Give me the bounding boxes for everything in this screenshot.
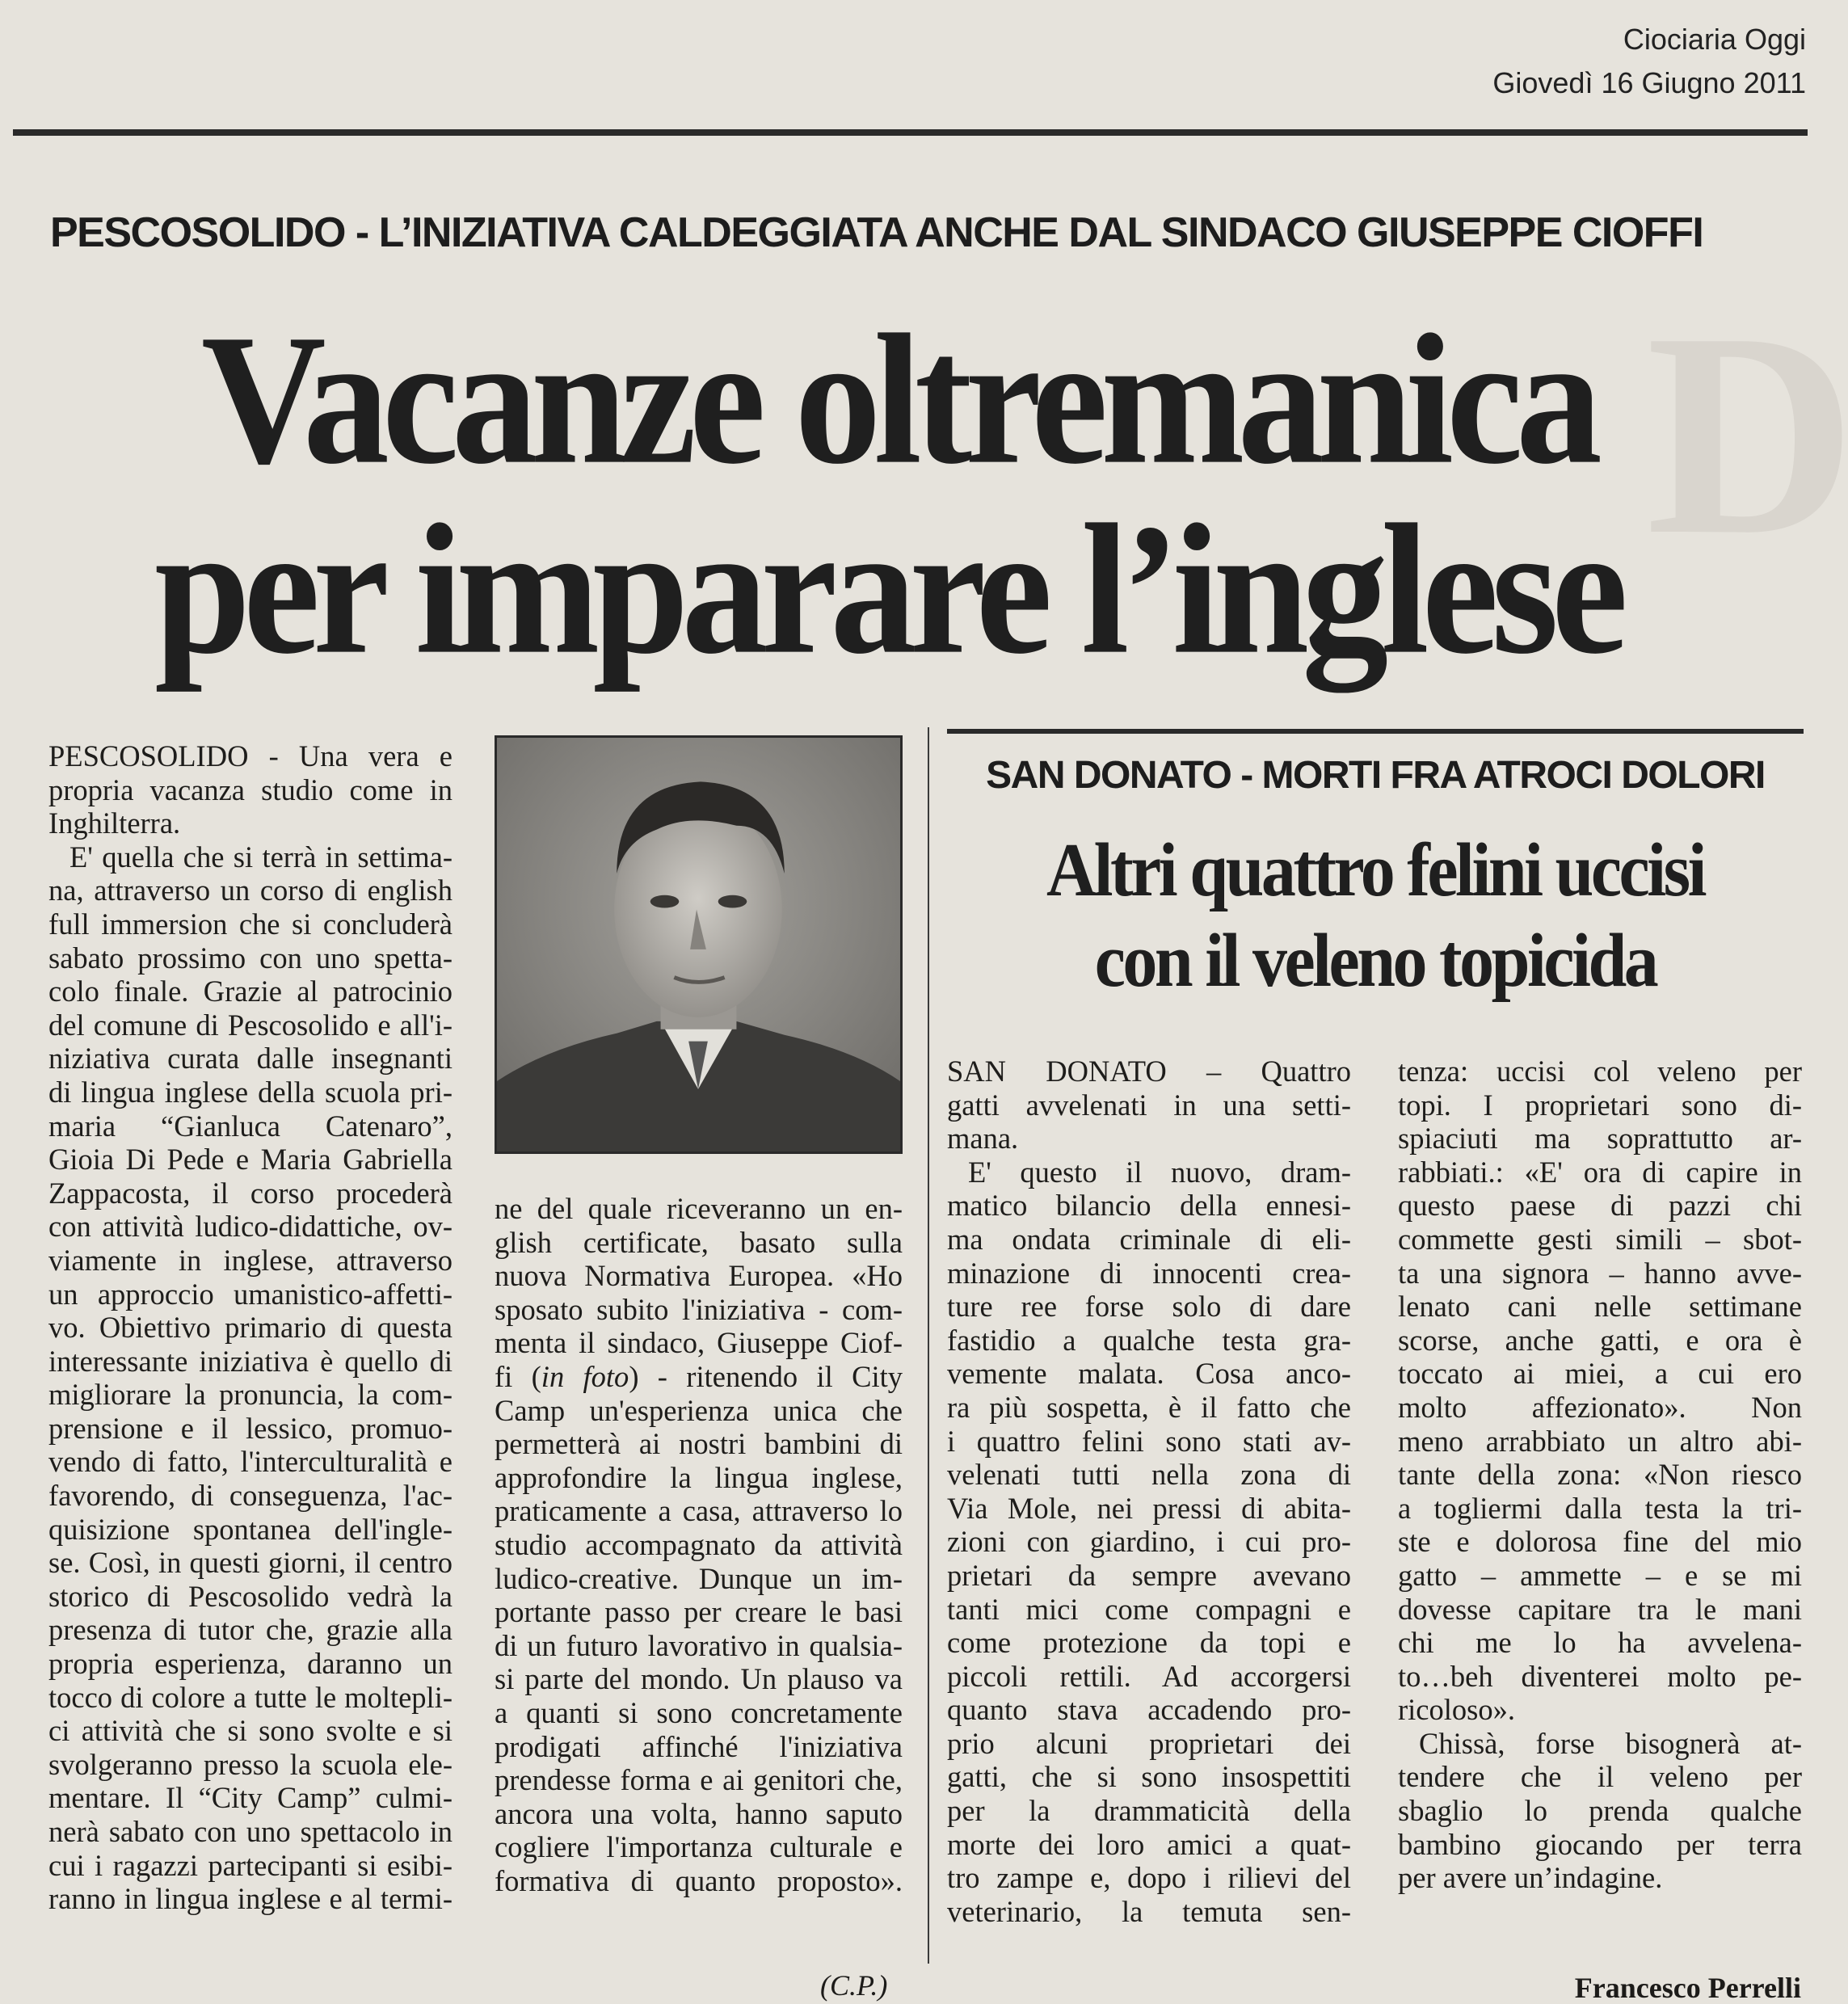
text-line: toccato ai miei, a cui ero (1398, 1357, 1802, 1391)
text-line: fi (in foto) - ritenendo il City (495, 1359, 903, 1393)
text-line: ne del quale riceveranno un en- (495, 1192, 903, 1225)
text-line: ste e dolorosa fine del mio (1398, 1525, 1802, 1559)
text-line: glish certificate, basato sulla (495, 1225, 903, 1259)
text-line: cui i ragazzi partecipanti si esibi- (48, 1848, 453, 1882)
text-line: un approccio umanistico-affetti- (48, 1277, 453, 1311)
text-line: prensione e il lessico, promuo- (48, 1411, 453, 1445)
text-line: Zappacosta, il corso procederà (48, 1176, 453, 1210)
text-line: mentare. Il “City Camp” culmi- (48, 1781, 453, 1815)
text-line: spiaciuti ma soprattutto ar- (1398, 1122, 1802, 1156)
text-line: approfondire la lingua inglese, (495, 1460, 903, 1494)
text-line: per avere un’indagine. (1398, 1861, 1663, 1895)
text-line: Camp un'esperienza unica che (495, 1393, 903, 1427)
text-line: propria vacanza studio come in (48, 773, 453, 806)
text-fragment: ) - ritenendo il City (629, 1359, 903, 1393)
text-line: come protezione da topi e (947, 1626, 1351, 1660)
text-line: di un futuro lavorativo in qualsia- (495, 1628, 903, 1662)
text-line: SAN DONATO – Quattro (947, 1055, 1351, 1088)
article2-byline: Francesco Perrelli (1574, 1972, 1801, 2004)
text-line: svolgeranno presso la scuola ele- (48, 1747, 453, 1781)
masthead (1492, 18, 1806, 105)
text-line: chi me lo ha avvelena- (1398, 1626, 1802, 1660)
text-line: ma ondata criminale di eli- (947, 1222, 1351, 1256)
text-line: permetterà ai nostri bambini di (495, 1427, 903, 1461)
text-fragment: fi (495, 1359, 513, 1393)
text-line: sposato subito l'iniziativa - com- (495, 1292, 903, 1326)
text-line: per la drammaticità della (947, 1794, 1351, 1828)
text-line: ludico-creative. Dunque un im- (495, 1561, 903, 1595)
article2-column2 (1398, 1055, 1802, 1895)
text-line: prietari da sempre avevano (947, 1558, 1351, 1592)
text-line: velenati tutti nella zona di (947, 1458, 1351, 1492)
article2-headline-line2: con il veleno topicida (1094, 917, 1656, 1003)
text-line: sabato prossimo con uno spetta- (48, 941, 453, 975)
text-line: studio accompagnato da attività (495, 1527, 903, 1561)
text-line: ricoloso». (1398, 1693, 1515, 1727)
text-line: E' questo il nuovo, dram- (968, 1155, 1351, 1189)
text-line: prio alcuni proprietari dei (947, 1726, 1351, 1760)
text-line: quanto stava accadendo pro- (947, 1693, 1351, 1727)
article2-kicker: SAN DONATO - MORTI FRA ATROCI DOLORI (986, 754, 1765, 797)
text-line: a togliermi dalla testa la tri- (1398, 1491, 1802, 1525)
text-line: scorse, anche gatti, e ora è (1398, 1323, 1802, 1357)
text-line: matico bilancio della ennesi- (947, 1189, 1351, 1223)
text-line: nerà sabato con uno spettacolo in (48, 1815, 453, 1848)
article1-kicker: PESCOSOLIDO - L’INIZIATIVA CALDEGGIATA ANCHE DAL SINDACO GIUSEPPE CIOFFI (50, 209, 1703, 256)
show-through-ghost-text: D (1646, 272, 1848, 595)
text-line: ci attività che si sono svolte e si (48, 1714, 453, 1748)
article1-column1 (48, 739, 453, 1916)
text-line: E' quella che si terrà in settima- (69, 840, 453, 874)
text-line: dovesse capitare tra le mani (1398, 1592, 1802, 1626)
text-line: meno arrabbiato un altro abi- (1398, 1424, 1802, 1458)
text-line: tro zampe e, dopo i rilievi del (947, 1861, 1351, 1895)
text-line: interessante iniziativa è quello di (48, 1344, 453, 1378)
text-line: tenza: uccisi col veleno per (1398, 1055, 1802, 1088)
text-line: gatti, che si sono insospettiti (947, 1760, 1351, 1794)
mayor-portrait-photo (495, 735, 903, 1154)
article1-headline-line1: Vacanze oltremanica (201, 296, 1595, 503)
text-line: ranno in lingua inglese e al termi- (48, 1882, 453, 1916)
text-line: presenza di tutor che, grazie alla (48, 1613, 453, 1647)
text-line: sbaglio lo prenda qualche (1398, 1794, 1802, 1828)
top-rule (13, 129, 1808, 136)
text-line: viamente in inglese, attraverso (48, 1243, 453, 1277)
text-line: Inghilterra. (48, 806, 181, 840)
text-line: rabbiati.: «E' ora di capire in (1398, 1155, 1802, 1189)
text-line: quisizione spontanea dell'ingle- (48, 1512, 453, 1546)
text-line: tocco di colore a tutte le moltepli- (48, 1680, 453, 1714)
text-line: veterinario, la temuta sen- (947, 1894, 1351, 1928)
text-line: mana. (947, 1122, 1019, 1156)
column-divider (928, 727, 929, 1964)
article1-column2 (495, 1192, 903, 1897)
text-line: se. Così, in questi giorni, il centro (48, 1546, 453, 1580)
text-line: tanti mici come compagni e (947, 1592, 1351, 1626)
photo-reference: in foto (541, 1359, 629, 1393)
text-line: si parte del mondo. Un plauso va (495, 1662, 903, 1696)
text-line: cogliere l'importanza culturale e (495, 1830, 903, 1864)
text-line: vendo di fatto, l'interculturalità e (48, 1445, 453, 1479)
article2-top-rule (947, 729, 1804, 734)
text-line: a quanti si sono concretamente (495, 1695, 903, 1729)
text-line: zioni con giardino, i cui pro- (947, 1525, 1351, 1559)
text-line: ta una signora – hanno avve- (1398, 1256, 1802, 1290)
text-line: maria “Gianluca Catenaro”, (48, 1109, 453, 1143)
text-line: prodigati affinché l'iniziativa (495, 1729, 903, 1763)
text-line: colo finale. Grazie al patrocinio (48, 975, 453, 1008)
text-line: commette gesti simili – sbot- (1398, 1222, 1802, 1256)
text-line: storico di Pescosolido vedrà la (48, 1579, 453, 1613)
text-line: menta il sindaco, Giuseppe Ciof- (495, 1326, 903, 1360)
text-line: molto affezionato». Non (1398, 1390, 1802, 1424)
text-line: del comune di Pescosolido e all'i- (48, 1008, 453, 1042)
text-line: morte dei loro amici a quat- (947, 1827, 1351, 1861)
text-line: vo. Obiettivo primario di questa (48, 1311, 453, 1345)
text-line: gatti avvelenati in una setti- (947, 1088, 1351, 1122)
issue-date: Giovedì 16 Giugno 2011 (1492, 66, 1806, 99)
text-line: to…beh diventerei molto pe- (1398, 1659, 1802, 1693)
text-line: Via Mole, nei pressi di abita- (947, 1491, 1351, 1525)
text-line: fastidio a qualche testa gra- (947, 1323, 1351, 1357)
article2-headline-line1: Altri quattro felini uccisi (1046, 827, 1704, 912)
text-line: bambino giocando per terra (1398, 1827, 1802, 1861)
article1-headline-line2: per imparare l’inglese (154, 486, 1621, 693)
text-line: Gioia Di Pede e Maria Gabriella (48, 1143, 453, 1177)
text-line: tante della zona: «Non riesco (1398, 1458, 1802, 1492)
text-line: piccoli rettili. Ad accorgersi (947, 1659, 1351, 1693)
text-line: prendesse forma e ai genitori che, (495, 1763, 903, 1797)
text-line: tendere che il veleno per (1398, 1760, 1802, 1794)
text-line: ra più sospetta, è il fatto che (947, 1390, 1351, 1424)
text-line: na, attraverso un corso di english (48, 874, 453, 907)
text-line: vemente malata. Cosa anco- (947, 1357, 1351, 1391)
text-line: ture ree forse solo di dare (947, 1290, 1351, 1324)
text-line: con attività ludico-didattiche, ov- (48, 1210, 453, 1244)
text-line: praticamente a casa, attraverso lo (495, 1494, 903, 1528)
portrait-illustration (497, 738, 900, 1151)
article1-signoff: (C.P.) (820, 1969, 888, 2002)
article2-column1 (947, 1055, 1351, 1928)
text-line: lenato cani nelle settimane (1398, 1290, 1802, 1324)
text-line: i quattro felini sono stati av- (947, 1424, 1351, 1458)
text-line: migliorare la pronuncia, la com- (48, 1378, 453, 1412)
text-line: minazione di innocenti crea- (947, 1256, 1351, 1290)
newspaper-name: Ciociaria Oggi (1623, 23, 1806, 56)
text-line: ancora una volta, hanno saputo (495, 1796, 903, 1830)
text-line: full immersion che si concluderà (48, 907, 453, 941)
text-line: topi. I proprietari sono di- (1398, 1088, 1802, 1122)
text-line: propria esperienza, daranno un (48, 1647, 453, 1681)
text-line: questo paese di pazzi chi (1398, 1189, 1802, 1223)
text-line: Chissà, forse bisognerà at- (1419, 1726, 1802, 1760)
text-line: portante passo per creare le basi (495, 1595, 903, 1629)
text-line: niziativa curata dalle insegnanti (48, 1042, 453, 1076)
text-line: nuova Normativa Europea. «Ho (495, 1259, 903, 1293)
text-line: PESCOSOLIDO - Una vera e (48, 739, 453, 773)
text-line: favorendo, di conseguenza, l'ac- (48, 1479, 453, 1513)
text-line: gatto – ammette – e se mi (1398, 1558, 1802, 1592)
text-line: di lingua inglese della scuola pri- (48, 1075, 453, 1109)
text-line: formativa di quanto proposto». (495, 1863, 903, 1897)
